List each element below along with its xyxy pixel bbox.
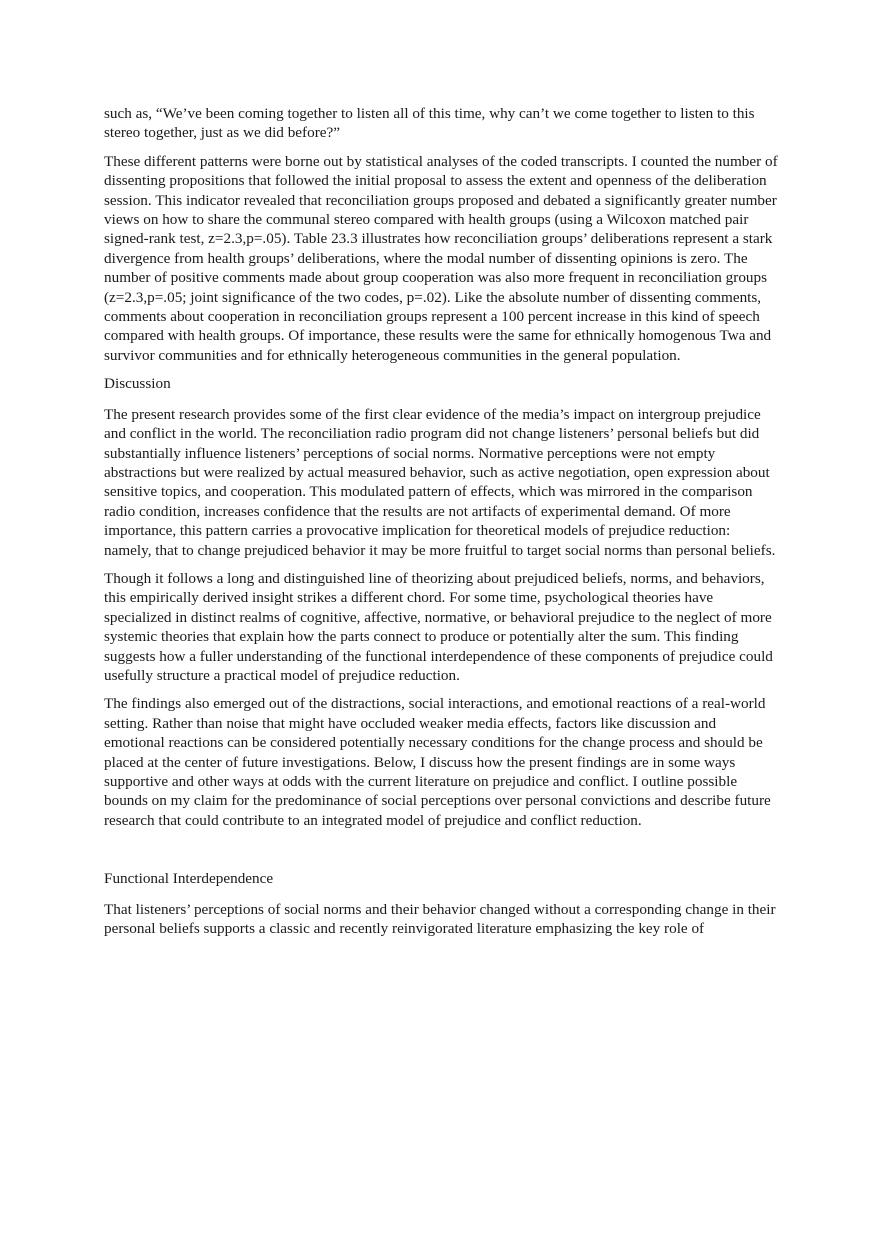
section-spacer — [104, 839, 778, 869]
paragraph-statistical-analyses: These different patterns were borne out by statistical analyses of the coded transcripts. I counted the number of dissenting propositions that followed the initial proposal to assess the extent and openness of the deliberation session. This indicator revealed that reconciliation groups proposed and debated a significantly greater number views on how to share the communal stereo compared with health groups (using a Wilcoxon matched pair signed-rank test, z=2.3,p=.05). Table 23.3 illustrates how reconciliation groups’ deliberations represent a stark divergence from health groups’ deliberations, where the modal number of dissenting opinions is zero. The number of positive comments made about group cooperation was also more frequent in reconciliation groups (z=2.3,p=.05; joint significance of the two codes, p=.02). Like the absolute number of dissenting comments, comments about cooperation in reconciliation groups represent a 100 percent increase in this kind of speech compared with health groups. Of importance, these results were the same for ethnically homogenous Twa and survivor communities and for ethnically heterogeneous communities in the general population. — [104, 152, 778, 364]
paragraph-theorizing: Though it follows a long and distinguished line of theorizing about prejudiced beliefs, norms, and behaviors, this empirically derived insight strikes a different chord. For some time, psychological theories have specialized in distinct realms of cognitive, affective, normative, or behavioral prejudice to the neglect of more systemic theories that explain how the parts connect to produce or potentially alter the sum. This finding suggests how a fuller understanding of the functional interdependence of these components of prejudice could usefully structure a practical model of prejudice reduction. — [104, 569, 773, 684]
paragraph-real-world-setting: The findings also emerged out of the distractions, social interactions, and emotional reactions of a real-world setting. Rather than noise that might have occluded weaker media effects, factors like discussion and emotional reactions can be considered potentially necessary conditions for the change process and should be placed at the center of future investigations. Below, I discuss how the present findings are in some ways supportive and other ways at odds with the current literature on prejudice and conflict. I outline possible bounds on my claim for the predominance of social perceptions over personal convictions and describe future research that could contribute to an integrated model of prejudice and conflict reduction. — [104, 695, 771, 829]
paragraph-functional-interdependence: That listeners’ perceptions of social norms and their behavior changed without a corresponding change in their personal beliefs supports a classic and recently reinvigorated literature emphasizing the key role of — [104, 900, 776, 938]
document-page — [104, 104, 778, 947]
section-heading-discussion: Discussion — [104, 375, 171, 393]
paragraph-discussion-intro: The present research provides some of the first clear evidence of the media’s impact on intergroup prejudice and conflict in the world. The reconciliation radio program did not change listeners’ personal beliefs but did substantially influence listeners’ perceptions of social norms. Normative perceptions were not empty abstractions but were realized by actual measured behavior, such as active negotiation, open expression about sensitive topics, and cooperation. This modulated pattern of effects, which was mirrored in the comparison radio condition, increases confidence that the results are not artifacts of experimental demand. Of more importance, this pattern carries a provocative implication for theoretical models of prejudice reduction: namely, that to change prejudiced behavior it may be more fruitful to target social norms than personal beliefs. — [104, 405, 776, 559]
section-heading-functional-interdependence: Functional Interdependence — [104, 870, 274, 888]
paragraph-quote-continuation: such as, “We’ve been coming together to listen all of this time, why can’t we come together to listen to this stereo together, just as we did before?” — [104, 105, 755, 142]
